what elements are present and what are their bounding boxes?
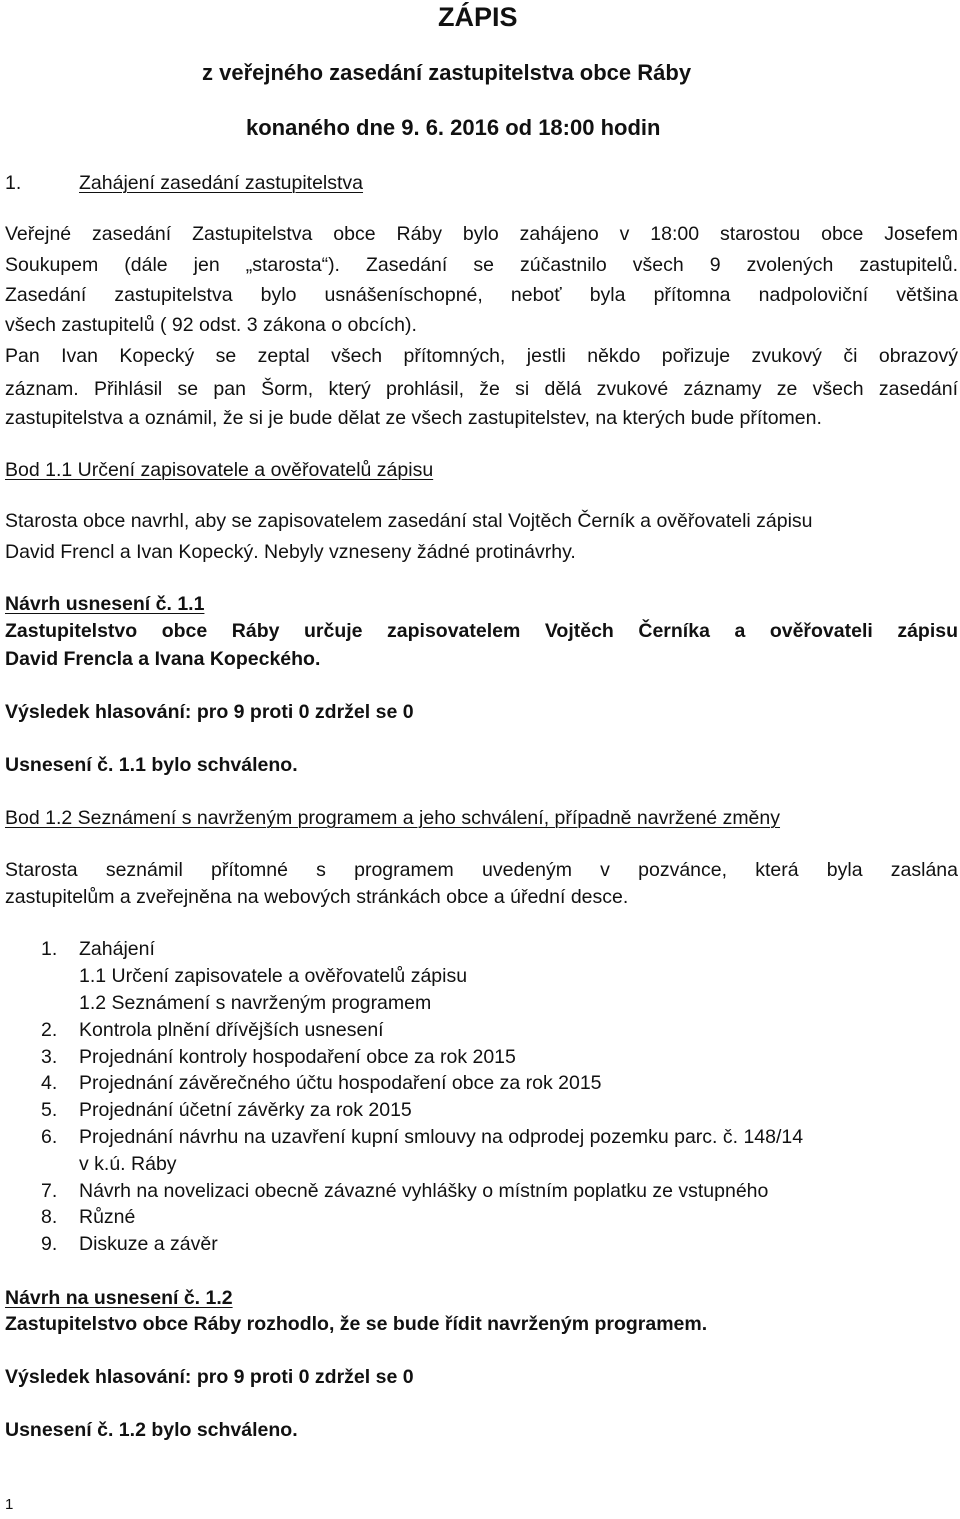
vote-result-1-1: Výsledek hlasování: pro 9 proti 0 zdržel se 0 [5, 701, 414, 723]
program-item: 6. Projednání návrhu na uzavření kupní smlouvy na odprodej pozemku parc. č. 148/14 [41, 1126, 804, 1148]
resolution-1-2-status: Usnesení č. 1.2 bylo schváleno. [5, 1419, 298, 1441]
program-item: 1. Zahájení [41, 938, 155, 960]
program-item: 7. Návrh na novelizaci obecně závazné vyhlášky o místním poplatku ze vstupného [41, 1180, 769, 1202]
section-1-line-2: Soukupem (dále jen „starosta“). Zasedání se zúčastnilo všech 9 zvolených zastupitelů. [5, 254, 958, 276]
proposal-1-1-label: Návrh usnesení č. 1.1 [5, 593, 205, 615]
section-1-line-1: Veřejné zasedání Zastupitelstva obce Ráby bylo zahájeno v 18:00 starostou obce Josefem [5, 223, 958, 245]
proposal-1-1-line-1: Zastupitelstvo obce Ráby určuje zapisovatelem Vojtěch Černíka a ověřovateli zápisu [5, 620, 958, 642]
resolution-1-1-status: Usnesení č. 1.1 bylo schváleno. [5, 754, 298, 776]
section-1-line-6: záznam. Přihlásil se pan Šorm, který prohlásil, že si dělá zvukové záznamy ze všech zasedání [5, 378, 958, 400]
bod-1-2-line-2: zastupitelům a zveřejněna na webových stránkách obce a úřední desce. [5, 886, 629, 908]
section-1-heading: Zahájení zasedání zastupitelstva [79, 172, 364, 194]
section-1-line-4: všech zastupitelů ( 92 odst. 3 zákona o obcích). [5, 314, 417, 336]
section-1-line-5: Pan Ivan Kopecký se zeptal všech přítomných, jestli někdo pořizuje zvukový či obrazový [5, 345, 958, 367]
program-item-continuation: v k.ú. Ráby [79, 1153, 177, 1175]
proposal-1-2-label: Návrh na usnesení č. 1.2 [5, 1287, 233, 1309]
section-1-line-3: Zasedání zastupitelstva bylo usnášeníschopné, neboť byla přítomna nadpoloviční většina [5, 284, 958, 306]
bod-1-2-heading: Bod 1.2 Seznámení s navrženým programem a jeho schválení, případně navržené změny [5, 807, 781, 829]
program-item: 5. Projednání účetní závěrky za rok 2015 [41, 1099, 412, 1121]
program-item: 4. Projednání závěrečného účtu hospodaření obce za rok 2015 [41, 1072, 602, 1094]
program-item: 2. Kontrola plnění dřívějších usnesení [41, 1019, 384, 1041]
vote-result-1-2: Výsledek hlasování: pro 9 proti 0 zdržel se 0 [5, 1366, 414, 1388]
page-number: 1 [5, 1496, 14, 1513]
meeting-date-line: konaného dne 9. 6. 2016 od 18:00 hodin [246, 115, 661, 140]
bod-1-2-line-1: Starosta seznámil přítomné s programem uvedeným v pozvánce, která byla zaslána [5, 859, 958, 881]
proposal-1-2-line: Zastupitelstvo obce Ráby rozhodlo, že se bude řídit navrženým programem. [5, 1313, 708, 1335]
document-title: ZÁPIS [438, 2, 518, 32]
program-item: 3. Projednání kontroly hospodaření obce za rok 2015 [41, 1046, 516, 1068]
bod-1-1-heading: Bod 1.1 Určení zapisovatele a ověřovatelů zápisu [5, 459, 434, 481]
proposal-1-1-line-2: David Frencla a Ivana Kopeckého. [5, 648, 321, 670]
bod-1-1-line-1: Starosta obce navrhl, aby se zapisovatelem zasedání stal Vojtěch Černík a ověřovateli zápisu [5, 510, 813, 532]
program-subitem: 1.2 Seznámení s navrženým programem [79, 992, 432, 1014]
document-subtitle: z veřejného zasedání zastupitelstva obce Ráby [202, 60, 692, 85]
program-subitem: 1.1 Určení zapisovatele a ověřovatelů zápisu [79, 965, 468, 987]
program-item: 9. Diskuze a závěr [41, 1233, 218, 1255]
program-item: 8. Různé [41, 1206, 136, 1228]
section-1-number: 1. [5, 172, 22, 194]
bod-1-1-line-2: David Frencl a Ivan Kopecký. Nebyly vzneseny žádné protinávrhy. [5, 541, 576, 563]
section-1-line-7: zastupitelstva a oznámil, že si je bude dělat ze všech zastupitelstev, na kterých bude přítomen. [5, 407, 822, 429]
